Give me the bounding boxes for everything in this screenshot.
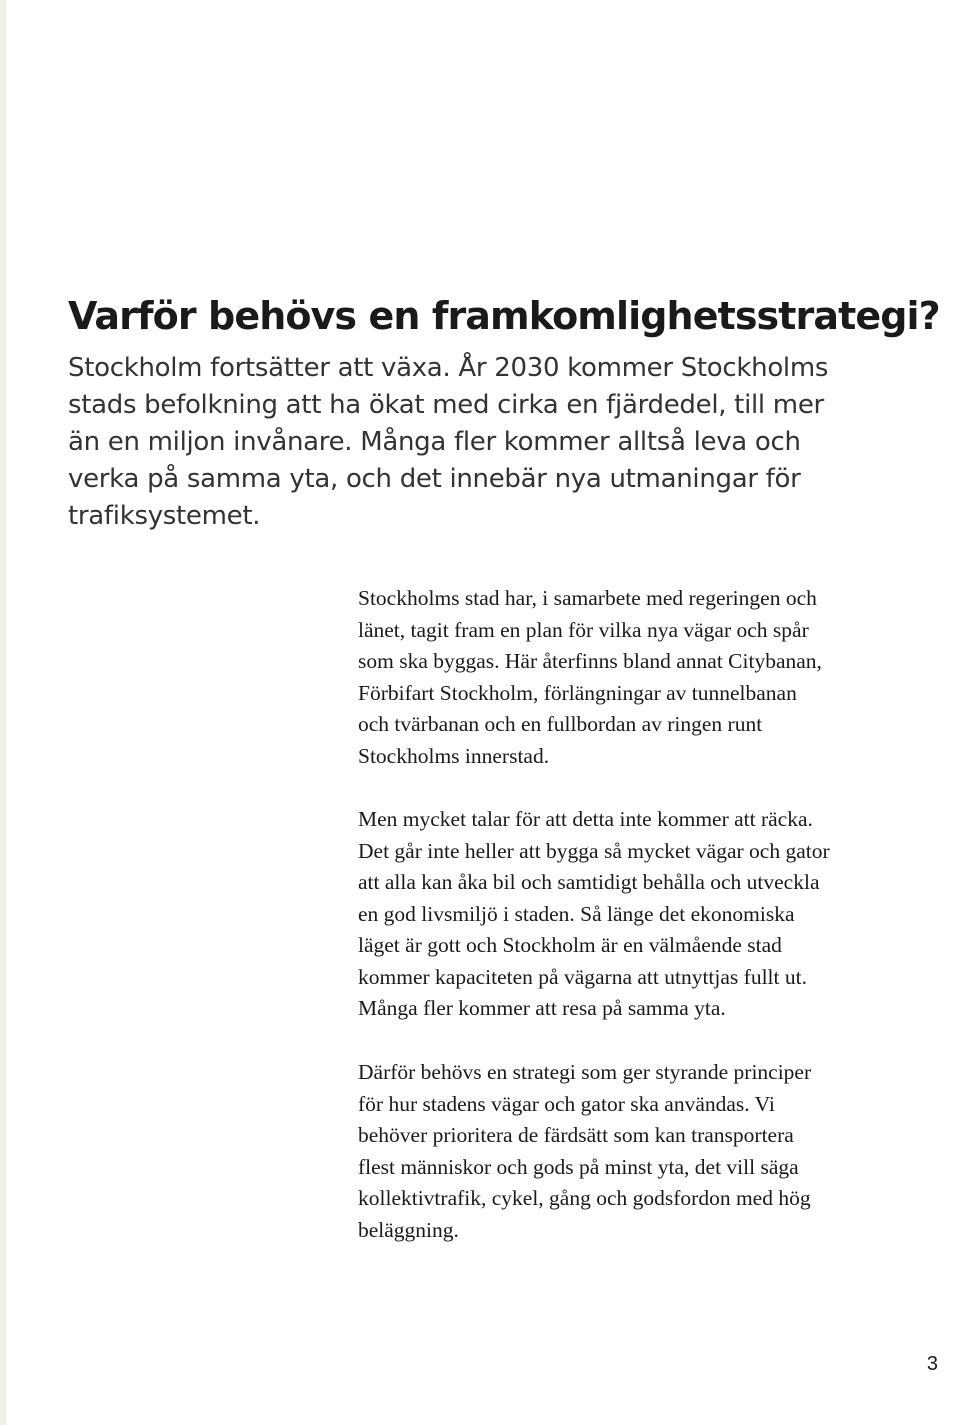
body-line: och tvärbanan och en fullbordan av ringen runt (358, 712, 763, 736)
body-paragraph-1 (358, 583, 948, 772)
body-line: läget är gott och Stockholm är en välmående stad (358, 933, 782, 957)
body-line: Många fler kommer att resa på samma yta. (358, 996, 726, 1020)
lead-line: verka på samma yta, och det innebär nya utmaningar för (68, 464, 801, 494)
body-line: Det går inte heller att bygga så mycket vägar och gator (358, 838, 830, 863)
page-heading: Varför behövs en framkomlighetsstrategi? (68, 294, 940, 338)
page-number: 3 (926, 1353, 938, 1375)
body-line: kollektivtrafik, cykel, gång och godsfordon med hög (358, 1186, 811, 1210)
body-line: länet, tagit fram en plan för vilka nya vägar och spår (358, 617, 809, 642)
body-line: Förbifart Stockholm, förlängningar av tunnelbanan (358, 680, 797, 705)
page-edge-strip (0, 0, 6, 1425)
body-line: flest människor och gods på minst yta, det vill säga (358, 1154, 799, 1179)
body-line: en god livsmiljö i staden. Så länge det ekonomiska (358, 901, 795, 926)
body-paragraph-2 (358, 804, 948, 1025)
lead-line: trafiksystemet. (68, 501, 261, 531)
body-line: behöver prioritera de färdsätt som kan transportera (358, 1123, 794, 1147)
body-line: Stockholms stad har, i samarbete med regeringen och (358, 586, 817, 610)
body-line: Men mycket talar för att detta inte kommer att räcka. (358, 807, 813, 831)
body-line: kommer kapaciteten på vägarna att utnyttjas fullt ut. (358, 964, 807, 989)
lead-line: Stockholm fortsätter att växa. År 2030 kommer Stockholms (68, 353, 829, 383)
body-line: Stockholms innerstad. (358, 743, 550, 768)
body-line: beläggning. (358, 1217, 459, 1242)
lead-line: än en miljon invånare. Många fler kommer alltså leva och (68, 427, 801, 457)
body-paragraph-3 (358, 1057, 948, 1246)
body-line: som ska byggas. Här återfinns bland annat Citybanan, (358, 649, 822, 673)
body-line: Därför behövs en strategi som ger styrande principer (358, 1060, 812, 1084)
body-line: för hur stadens vägar och gator ska användas. Vi (358, 1091, 775, 1116)
lead-line: stads befolkning att ha ökat med cirka en fjärdedel, till mer (68, 390, 824, 420)
body-line: att alla kan åka bil och samtidigt behålla och utveckla (358, 870, 820, 894)
lead-paragraph (68, 350, 928, 535)
